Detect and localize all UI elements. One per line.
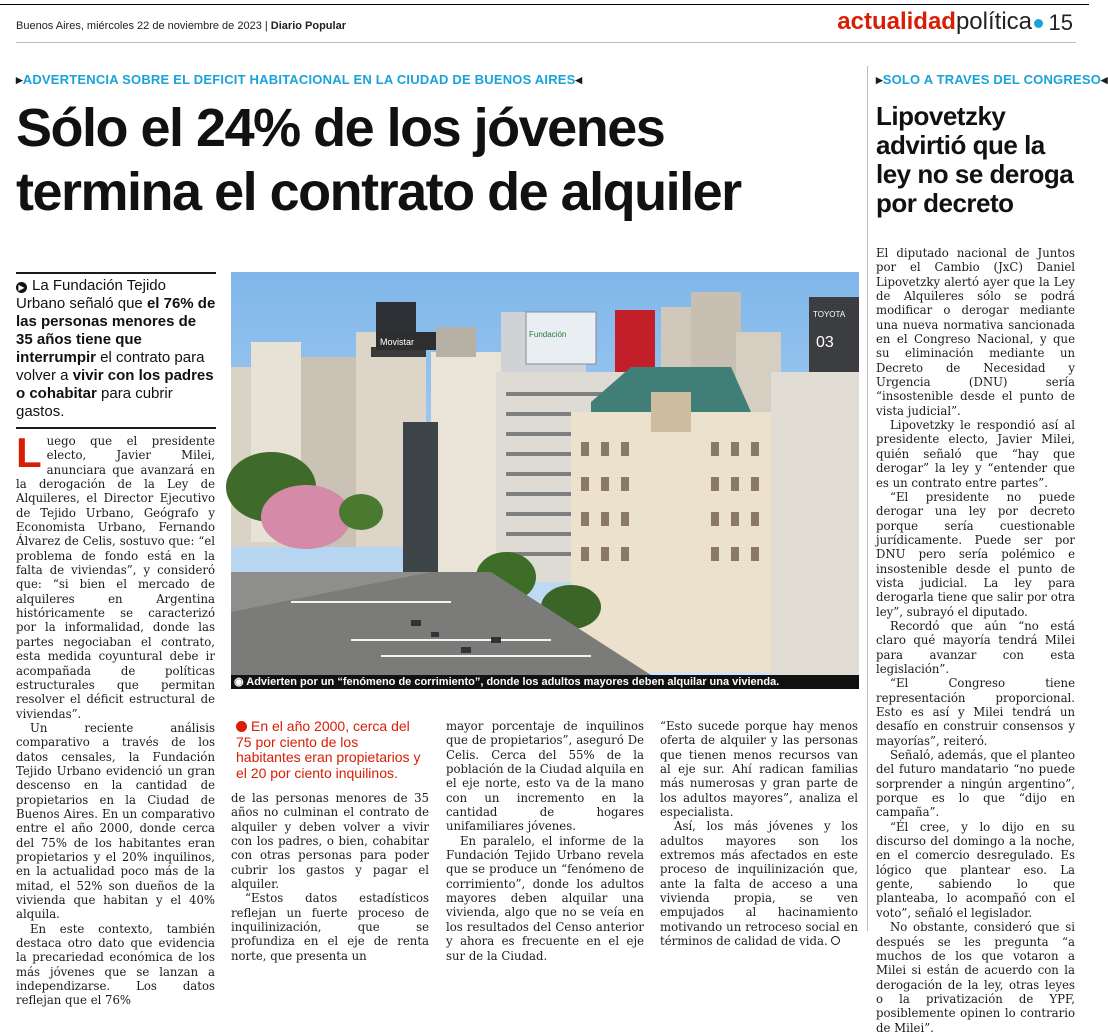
paragraph: Un reciente análisis comparativo a través de los datos censales, la Fundación Tejido Urbano evidenció un gran descenso en la cantidad de propietarios en la Ciudad de Buenos Aires. En un comparativo entre el año 2000, donde cerca del 75% de los habitantes eran propietarios y el 20% inquilinos, en la actualidad poco más de la mitad, el 52% son dueños de la vivienda que habitan y el 40% alquila. [16,720,215,922]
lead-bold-1: el 76% de las personas menores de 35 años tiene que interrumpir [16,295,216,366]
paragraph: Lipovetzky le respondió así al presidente electo, Javier Milei, quién señaló que “hay que derogar” la ley y “entender que es un contrato entre partes”. [876,418,1075,490]
article-column-3 [446,719,644,963]
paragraph-text: uego que el presidente electo, Javier Milei, anunciara que avanzará en la derogación de la Ley de Alquileres, el Director Ejecutivo de Tejido Urbano, Geógrafo y Economista Urbano, Fernando Álvarez de Celis, sostuvo que: “el problema de fondo está en la falta de viviendas”, y consideró que: “si bien el mercado de alquileres en Argentina históricamente se caracterizó por la informalidad, donde las partes negociaban el contrato, esta medida coyuntural debe ir acompañada de políticas estructurales que permitan resolver el déficit estructural de viviendas”. [16,434,215,721]
paragraph [16,429,215,721]
column-divider [867,66,868,931]
paragraph: Señaló, además, que el planteo del futuro mandatario “no puede sorprender a ningún argentino”, porque es lo que “dijo en campaña”. [876,748,1075,820]
article-column-4 [660,719,858,949]
sidebar-title: Lipovetzky advirtió que la ley no se deroga por decreto [876,101,1074,218]
paragraph: “El Congreso tiene representación proporcional. Esto es así y Milei tendrá un desafío en construir consensos y mayorías”, reiteró. [876,676,1075,748]
caption-arrow-icon: ◉ [234,676,244,688]
paragraph: “Estos datos estadísticos reflejan un fuerte proceso de inquilinización, que se profundiza en el eje de renta norte, que presenta un [231,891,429,963]
section-label-bold: actualidad [837,8,956,35]
caption-text: Advierten por un “fenómeno de corrimiento”, donde los adultos mayores deben alquilar una vivienda. [246,676,780,688]
billboard-2: Fundación [529,330,567,339]
paragraph: de las personas menores de 35 años no culminan el contrato de alquiler y deben volver a vivir con los padres, o bien, cohabitar con otras personas para poder cubrir los gastos y pagar el alquiler. [231,791,429,892]
paragraph: No obstante, consideró que si después se les pregunta “a muchos de los que votaron a Milei si están de acuerdo con la derogación de la ley, otras leyes o la privatización de YPF, posiblemente opinen lo contrario de Milei”. [876,920,1075,1035]
paragraph [660,819,858,948]
section-label-light: política [955,8,1032,35]
paragraph: En paralelo, el informe de la Fundación Tejido Urbano revela que se produce un “fenómeno de corrimiento”, donde los adultos mayores deben alquilar una vivienda, algo que no se veía en los resultados del Censo anterior y ahora es frecuente en el eje sur de la Ciudad. [446,833,644,963]
dateline-text: Buenos Aires, miércoles 22 de noviembre de 2023 | [16,20,268,32]
drop-cap: L [16,429,42,476]
article-headline [16,96,866,224]
billboard-4: 03 [816,334,834,351]
kicker-arrow-right-icon: ▸ [16,72,23,87]
paragraph: “Esto sucede porque hay menos oferta de alquiler y las personas que tienen menos recursos van al eje sur. Ahí radican familias más numerosas y gran parte de los adultos mayores”, analiza el especialista. [660,719,858,820]
lead-bullet-icon: ▶ [16,282,27,293]
kicker-text: SOLO A TRAVES DEL CONGRESO [882,72,1102,87]
pull-quote [236,719,426,781]
paragraph: En este contexto, también destaca otro dato que evidencia la precariedad económica de los más jóvenes que se lanzan a independizarse. Los datos reflejan que el 76% [16,921,215,1008]
paragraph-text: Así, los más jóvenes y los adultos mayores son los extremos más afectados en este proceso de inquilinización que, ante la falta de acceso a una vivienda propia, se ven empujados al hacinamiento motivando un retroceso social en términos de calidad de vida. [660,819,858,949]
lead-bold-2: vivir con los padres o cohabitar [16,367,214,402]
photo-caption [231,675,859,689]
sidebar-column [876,246,1075,1035]
pull-quote-text: En el año 2000, cerca del 75 por ciento de los habitantes eran propietarios y el 20 por ciento inquilinos. [236,718,421,781]
headline-line-1: Sólo el 24% de los jóvenes [16,98,665,158]
lead-text-1: La Fundación Tejido Urbano señaló que [16,277,166,312]
paragraph: mayor porcentaje de inquilinos que de propietarios”, aseguró De Celis. Cerca del 55% de la población de la Ciudad alquila en el eje norte, esto va de la mano con un incremento en la cantidad de hogares unifamiliares jóvenes. [446,719,644,834]
lead-text-3: para cubrir gastos. [16,385,173,420]
end-mark-icon [831,936,840,945]
kicker-arrow-left-icon: ◂ [1101,72,1108,87]
kicker-text: ADVERTENCIA SOBRE EL DEFICIT HABITACIONAL EN LA CIUDAD DE BUENOS AIRES [22,72,576,87]
kicker-arrow-right-icon: ▸ [876,72,883,87]
city-avenue-illustration [231,272,859,675]
dateline [16,20,346,32]
article-column-1 [16,429,215,1008]
header-rule [16,42,1076,43]
article-column-2 [231,791,429,963]
headline-line-2: termina el contrato de alquiler [16,162,741,222]
article-kicker [16,72,582,88]
paragraph: El diputado nacional de Juntos por el Cambio (JxC) Daniel Lipovetzky alertó ayer que la Ley de Alquileres sólo se podrá modificar o derogar mediante una nueva normativa sancionada en el Congreso Nacional, y que su eliminación mediante un Decreto de Necesidad y Urgencia (DNU) sería “insostenible desde el punto de vista judicial”. [876,246,1075,418]
billboard-1: Movistar [380,337,415,347]
paragraph: “El presidente no puede derogar una ley por decreto porque sería cuestionable jurídicamente. Puede ser por DNU pero sería polémico e insostenible desde el punto de vista judicial. La ley para derogarla tiene que salir por otra ley”, subrayó el diputado. [876,489,1075,619]
pull-quote-bullet-icon [236,721,247,732]
billboard-3: TOYOTA [813,310,846,319]
section-label [837,8,1045,36]
sidebar-kicker [876,72,1108,88]
page-number: 15 [1048,10,1073,35]
article-lead [16,272,216,429]
lead-text-2: el contrato para volver a [16,349,205,384]
paragraph: Recordó que aún “no está claro qué mayoría tendrá Milei para avanzar con esta legislación”. [876,618,1075,676]
article-photo [231,272,859,675]
top-rule [0,4,1089,5]
paragraph: “Él cree, y lo dijo en su discurso del domingo a la noche, en el comercio desregulado. Es lógico que plantear eso. La gente, sabiendo lo que planteaba, lo acompañó con el voto”, señaló el legislador. [876,819,1075,920]
newspaper-name: Diario Popular [270,20,346,32]
section-dot-icon [1034,19,1043,28]
kicker-arrow-left-icon: ◂ [575,72,583,87]
